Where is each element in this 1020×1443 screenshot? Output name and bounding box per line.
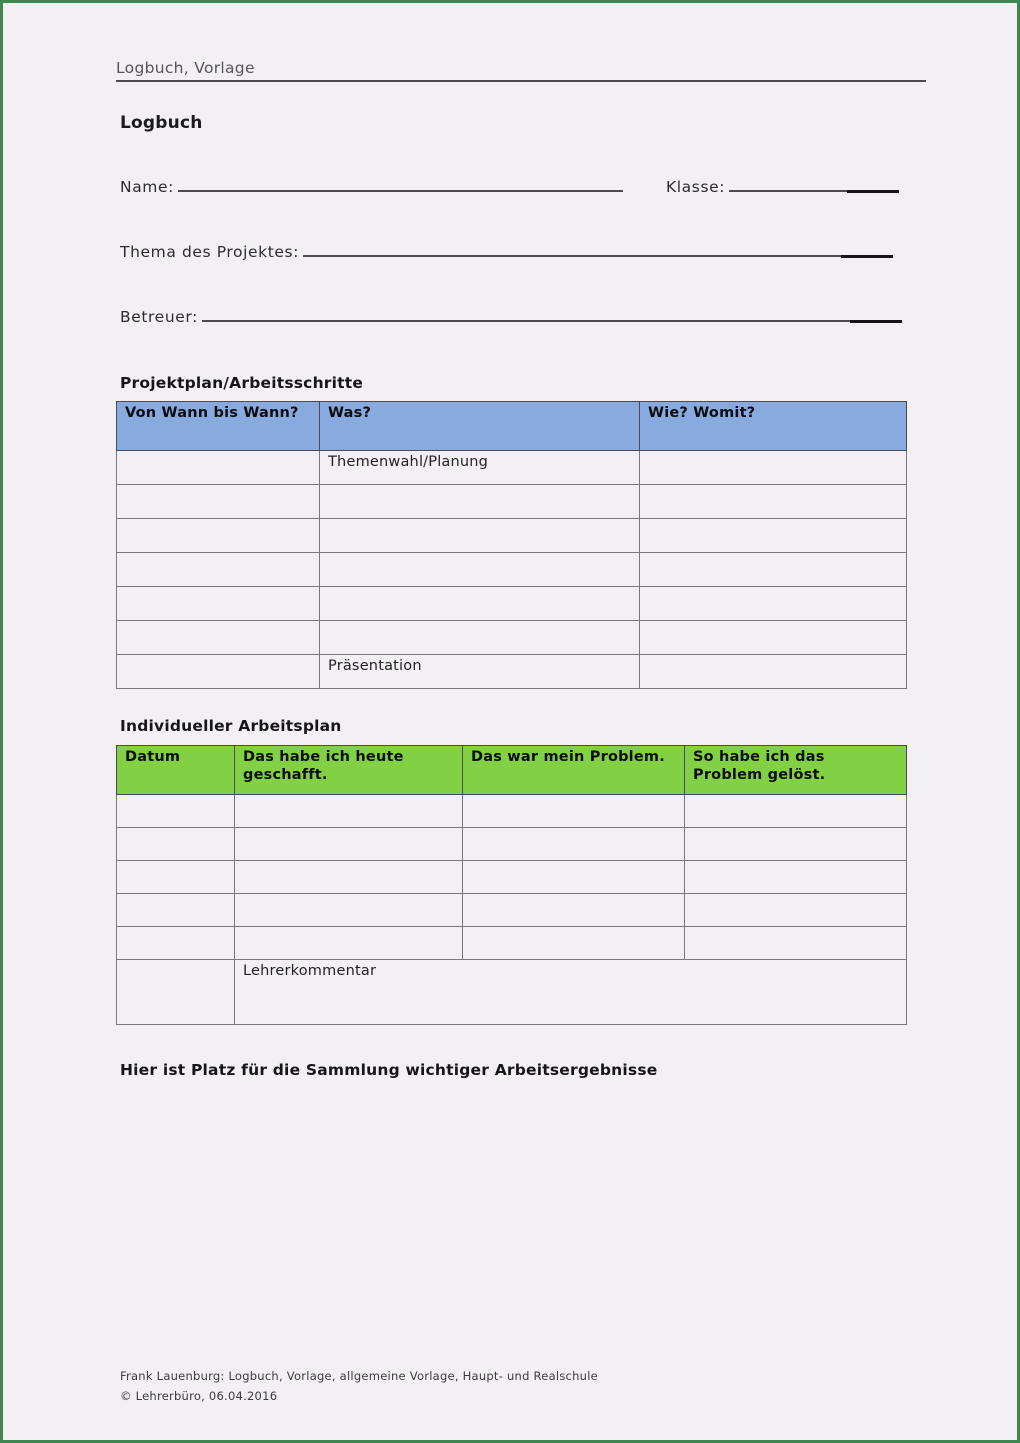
table-arbeitsplan (116, 745, 907, 1025)
cell-problem[interactable] (463, 927, 685, 960)
cell-lehrerkommentar[interactable]: Lehrerkommentar (235, 960, 907, 1025)
table-row (117, 621, 907, 655)
document-footer (120, 1366, 598, 1406)
cell-datum[interactable] (117, 861, 235, 894)
cell-problem[interactable] (463, 861, 685, 894)
cell-was[interactable] (320, 553, 640, 587)
cell-geschafft[interactable] (235, 861, 463, 894)
column-header-was: Was? (320, 402, 640, 451)
cell-von-bis[interactable] (117, 655, 320, 689)
cell-problem-geloest[interactable] (685, 795, 907, 828)
cell-was[interactable] (320, 519, 640, 553)
klasse-field-input-line[interactable] (729, 190, 899, 192)
table-row (117, 861, 907, 894)
cell-problem-geloest[interactable] (685, 894, 907, 927)
footer-line-copyright: © Lehrerbüro, 06.04.2016 (120, 1389, 278, 1404)
field-row-betreuer (120, 308, 902, 326)
section-heading-projektplan: Projektplan/Arbeitsschritte (120, 374, 364, 392)
column-header-datum: Datum (117, 746, 235, 795)
column-header-problem: Das war mein Problem. (463, 746, 685, 795)
running-header-text: Logbuch, Vorlage (116, 59, 255, 77)
table-row-lehrerkommentar (117, 960, 907, 1025)
table-row (117, 894, 907, 927)
cell-wie-womit[interactable] (640, 451, 907, 485)
note-sammlung-arbeitsergebnisse: Hier ist Platz für die Sammlung wichtiger Arbeitsergebnisse (120, 1061, 658, 1079)
document-running-header (116, 58, 926, 82)
thema-field-input-line[interactable] (303, 255, 893, 257)
table-row (117, 587, 907, 621)
cell-geschafft[interactable] (235, 795, 463, 828)
cell-was[interactable] (320, 485, 640, 519)
cell-was[interactable] (320, 621, 640, 655)
cell-wie-womit[interactable] (640, 553, 907, 587)
cell-datum[interactable] (117, 795, 235, 828)
cell-von-bis[interactable] (117, 587, 320, 621)
cell-datum[interactable] (117, 828, 235, 861)
field-row-name (120, 178, 623, 196)
cell-von-bis[interactable] (117, 553, 320, 587)
table-header-row (117, 402, 907, 451)
cell-was[interactable]: Themenwahl/Planung (320, 451, 640, 485)
cell-problem-geloest[interactable] (685, 861, 907, 894)
cell-geschafft[interactable] (235, 927, 463, 960)
column-header-von-wann-bis-wann: Von Wann bis Wann? (117, 402, 320, 451)
cell-datum[interactable] (117, 960, 235, 1025)
cell-wie-womit[interactable] (640, 587, 907, 621)
cell-von-bis[interactable] (117, 519, 320, 553)
column-header-wie-womit: Wie? Womit? (640, 402, 907, 451)
cell-was[interactable] (320, 587, 640, 621)
cell-geschafft[interactable] (235, 828, 463, 861)
footer-line-source: Frank Lauenburg: Logbuch, Vorlage, allgemeine Vorlage, Haupt- und Realschule (120, 1369, 598, 1383)
thema-field-label: Thema des Projektes: (120, 243, 300, 261)
cell-problem-geloest[interactable] (685, 927, 907, 960)
cell-von-bis[interactable] (117, 621, 320, 655)
name-field-label: Name: (120, 178, 174, 196)
table-row (117, 655, 907, 689)
cell-wie-womit[interactable] (640, 621, 907, 655)
table-row (117, 553, 907, 587)
field-row-klasse (666, 178, 899, 196)
section-heading-arbeitsplan: Individueller Arbeitsplan (120, 717, 342, 735)
table-row (117, 485, 907, 519)
cell-problem[interactable] (463, 828, 685, 861)
table-row (117, 519, 907, 553)
cell-datum[interactable] (117, 927, 235, 960)
cell-von-bis[interactable] (117, 451, 320, 485)
page-title: Logbuch (120, 113, 203, 133)
cell-von-bis[interactable] (117, 485, 320, 519)
table-row (117, 828, 907, 861)
klasse-field-label: Klasse: (666, 178, 726, 196)
name-field-input-line[interactable] (178, 190, 623, 192)
cell-datum[interactable] (117, 894, 235, 927)
cell-problem[interactable] (463, 795, 685, 828)
cell-problem[interactable] (463, 894, 685, 927)
table-row (117, 927, 907, 960)
table-projektplan (116, 401, 907, 689)
betreuer-field-label: Betreuer: (120, 308, 198, 326)
cell-problem-geloest[interactable] (685, 828, 907, 861)
table-header-row (117, 746, 907, 795)
table-row (117, 795, 907, 828)
field-row-thema (120, 243, 893, 261)
cell-wie-womit[interactable] (640, 655, 907, 689)
table-row (117, 451, 907, 485)
cell-geschafft[interactable] (235, 894, 463, 927)
column-header-geschafft: Das habe ich heute geschafft. (235, 746, 463, 795)
betreuer-field-input-line[interactable] (202, 320, 902, 322)
cell-wie-womit[interactable] (640, 519, 907, 553)
column-header-problem-geloest: So habe ich das Problem gelöst. (685, 746, 907, 795)
cell-wie-womit[interactable] (640, 485, 907, 519)
cell-was[interactable]: Präsentation (320, 655, 640, 689)
